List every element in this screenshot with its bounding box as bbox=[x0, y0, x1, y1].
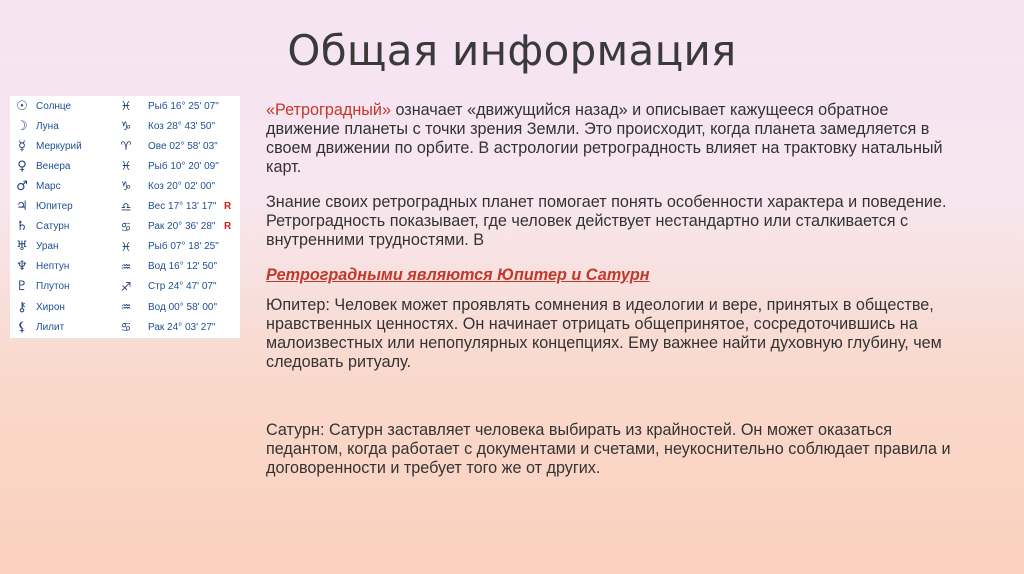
retrograde-definition-text: означает «движущийся назад» и описывает кажущееся обратное движение планеты с точки зрения Земли. Это происходит, когда планета замедляется в своем движении по орбите. В астрологии ретроградность влияет на трактовку натальный карт. bbox=[266, 101, 943, 176]
planet-position: Рыб 07° 18' 25" bbox=[148, 241, 219, 253]
planet-name: Плутон bbox=[36, 281, 70, 293]
planet-position: Вод 16° 12' 50" bbox=[148, 261, 218, 273]
planet-row bbox=[10, 237, 240, 257]
planet-symbol-icon: ♇ bbox=[16, 279, 28, 295]
zodiac-sign-icon: ♋ bbox=[120, 219, 132, 234]
planet-name: Меркурий bbox=[36, 140, 82, 152]
planet-position: Коз 20° 02' 00" bbox=[148, 180, 216, 192]
planet-row bbox=[10, 277, 240, 297]
planet-row bbox=[10, 176, 240, 196]
planet-position: Рак 20° 36' 28" bbox=[148, 221, 216, 233]
zodiac-sign-icon: ♑ bbox=[120, 179, 132, 194]
planet-symbol-icon: ☽ bbox=[16, 118, 28, 134]
retrograde-marker: R bbox=[224, 201, 232, 212]
planet-symbol-icon: ♆ bbox=[16, 259, 28, 275]
retrograde-marker: R bbox=[224, 221, 232, 233]
planet-position: Вод 00° 58' 00" bbox=[148, 301, 218, 313]
planet-position: Рак 24° 03' 27" bbox=[148, 321, 216, 333]
planet-positions-table bbox=[10, 96, 240, 338]
planet-name: Юпитер bbox=[36, 201, 73, 212]
planet-row bbox=[10, 257, 240, 277]
zodiac-sign-icon: ♓ bbox=[120, 159, 132, 174]
planet-name: Лилит bbox=[36, 321, 65, 333]
planet-symbol-icon: ♃ bbox=[16, 199, 28, 214]
paragraph-jupiter: Юпитер: Человек может проявлять сомнения в идеологии и вере, принятых в обществе, нравственных ценностях. Он начинает отрицать общепринятое, сосредоточившись на малоизвестных или непопулярных концепциях. Ему важнее найти духовную глубину, чем следовать ритуалу. bbox=[266, 296, 942, 371]
planet-position: Коз 28° 43' 50" bbox=[148, 120, 216, 132]
zodiac-sign-icon: ♋ bbox=[120, 320, 132, 335]
planet-name: Солнце bbox=[36, 100, 72, 112]
zodiac-sign-icon: ♓ bbox=[120, 99, 132, 113]
planet-row bbox=[10, 96, 240, 116]
planet-row bbox=[10, 317, 240, 337]
slide-title: Общая информация bbox=[287, 26, 737, 75]
zodiac-sign-icon: ♒ bbox=[120, 259, 132, 274]
planet-position: Вес 17° 13' 17" bbox=[148, 201, 217, 212]
zodiac-sign-icon: ♓ bbox=[120, 239, 132, 254]
planet-name: Уран bbox=[36, 241, 59, 253]
paragraph-saturn: Сатурн: Сатурн заставляет человека выбирать из крайностей. Он может оказаться педантом, когда работает с документами и счетами, неукоснительно соблюдает правила и договоренности и требует того же от других. bbox=[266, 421, 951, 477]
planet-symbol-icon: ♅ bbox=[16, 239, 28, 255]
planet-position: Ове 02° 58' 03" bbox=[148, 140, 218, 152]
planet-symbol-icon: ♂ bbox=[16, 178, 28, 194]
zodiac-sign-icon: ♒ bbox=[120, 300, 132, 314]
planet-name: Марс bbox=[36, 180, 61, 192]
planet-row bbox=[10, 297, 240, 317]
zodiac-sign-icon: ♑ bbox=[120, 119, 132, 134]
paragraph-retrograde-definition bbox=[266, 101, 966, 177]
planet-row bbox=[10, 136, 240, 156]
planet-name: Сатурн bbox=[36, 221, 70, 233]
planet-row bbox=[10, 116, 240, 136]
planet-name: Венера bbox=[36, 160, 71, 172]
zodiac-sign-icon: ♐ bbox=[120, 279, 132, 294]
planet-row bbox=[10, 197, 240, 217]
planet-position: Рыб 10° 20' 09" bbox=[148, 160, 219, 172]
planet-position: Рыб 16° 25' 07" bbox=[148, 100, 219, 112]
planet-name: Хирон bbox=[36, 301, 65, 313]
planet-position: Стр 24° 47' 07" bbox=[148, 281, 217, 293]
planet-symbol-icon: ☿ bbox=[18, 138, 26, 154]
planet-symbol-icon: ⚷ bbox=[17, 299, 27, 315]
planet-symbol-icon: ⚸ bbox=[17, 319, 27, 335]
planet-name: Нептун bbox=[36, 261, 70, 273]
zodiac-sign-icon: ♎ bbox=[120, 199, 132, 214]
planet-symbol-icon: ♀ bbox=[17, 158, 27, 174]
planet-symbol-icon: ♄ bbox=[16, 219, 28, 235]
retrograde-term: «Ретроградный» bbox=[266, 101, 391, 119]
planet-row bbox=[10, 156, 240, 176]
planet-row bbox=[10, 217, 240, 237]
planet-name: Луна bbox=[36, 120, 59, 132]
paragraph-retrograde-meaning: Знание своих ретроградных планет помогает понять особенности характера и поведение. Ретроградность показывает, где человек действует нестандартно или сталкивается с внутренними трудностями. В bbox=[266, 193, 947, 249]
retrograde-planets-heading: Ретроградными являются Юпитер и Сатурн bbox=[266, 266, 650, 284]
planet-symbol-icon: ☉ bbox=[16, 98, 28, 114]
zodiac-sign-icon: ♈ bbox=[120, 139, 132, 154]
